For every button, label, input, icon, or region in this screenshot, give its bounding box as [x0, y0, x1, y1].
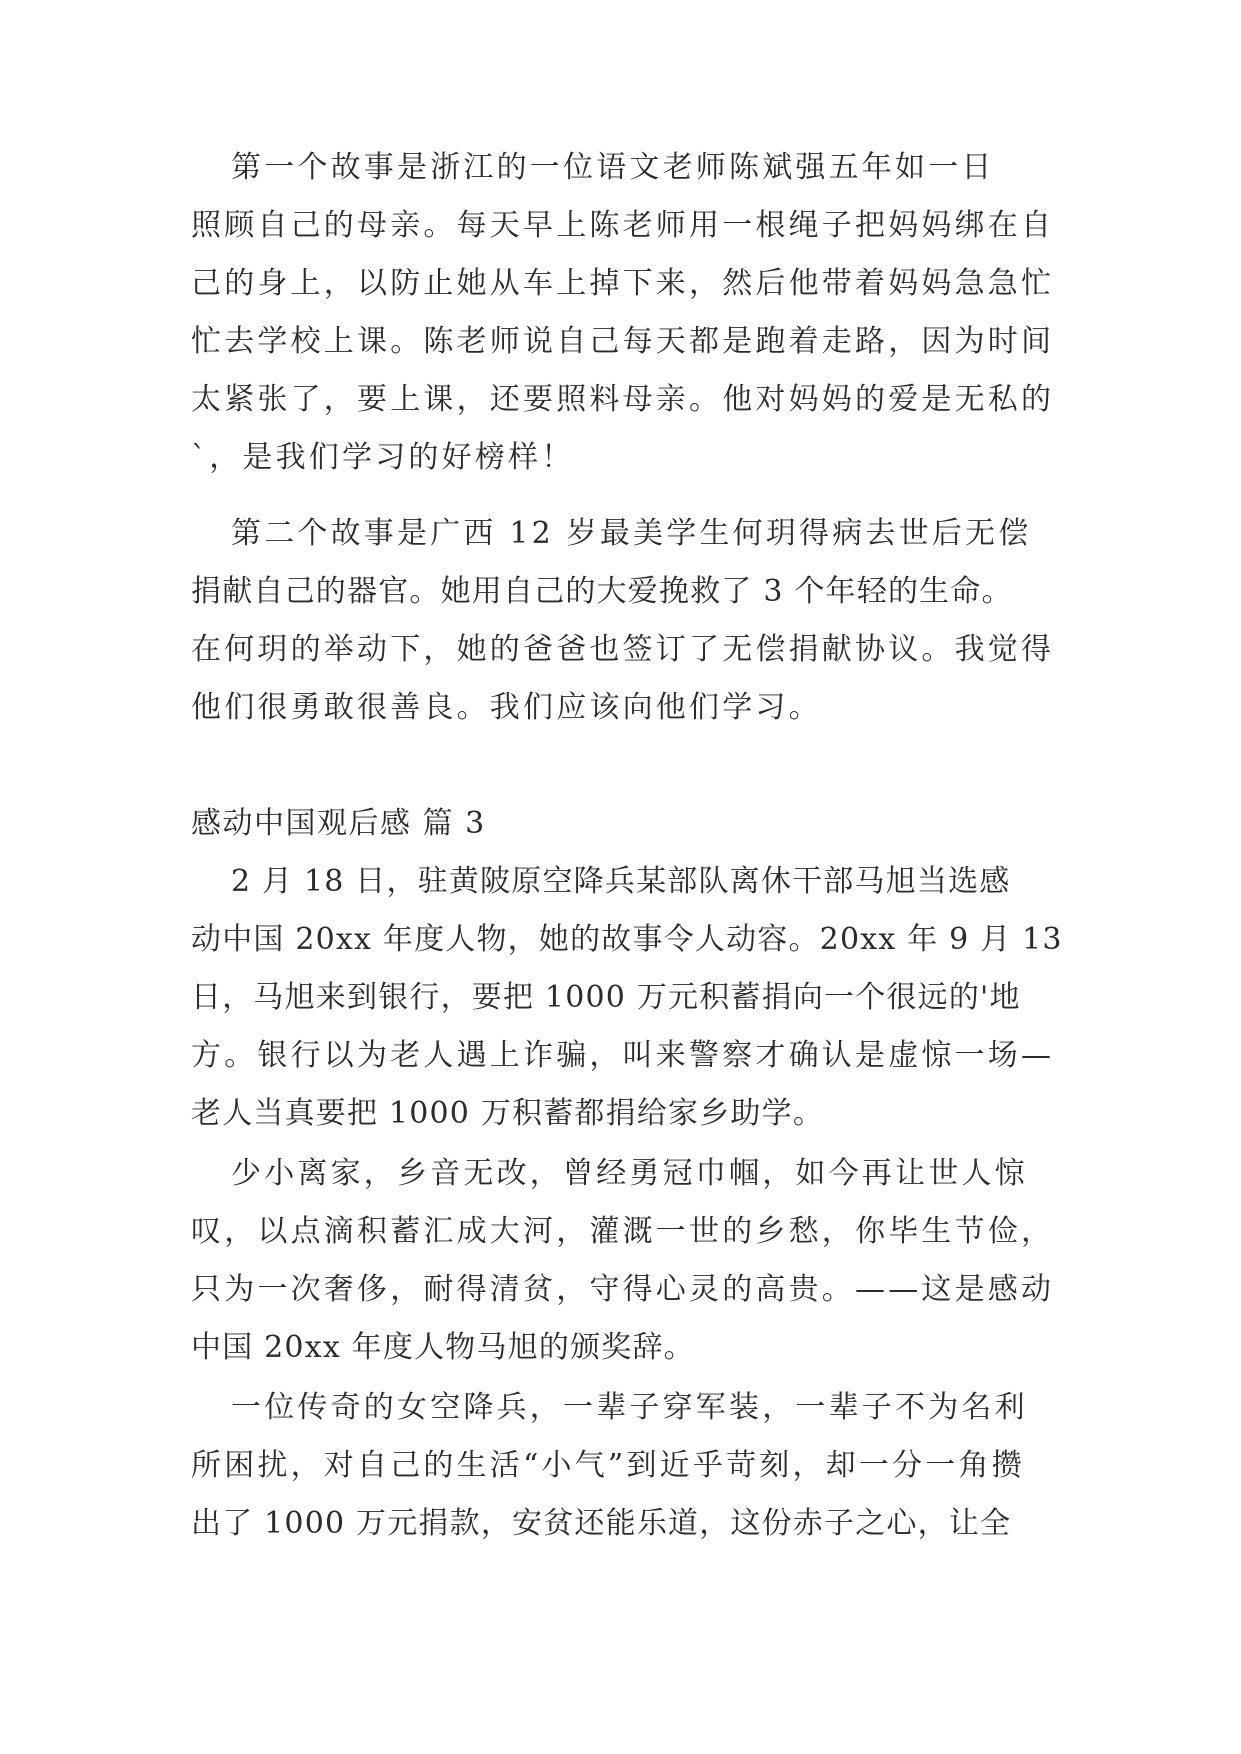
- para4-line-2: 叹，以点滴积蓄汇成大河，灌溉一世的乡愁，你毕生节俭，: [191, 1214, 1055, 1249]
- para4-line-1: 少小离家，乡音无改，曾经勇冠巾帼，如今再让世人惊: [231, 1156, 1028, 1191]
- story2-line-1: 第二个故事是广西 12 岁最美学生何玥得病去世后无偿: [231, 516, 1032, 551]
- story2-line-2: 捐献自己的器官。她用自己的大爱挽救了 3 个年轻的生命。: [191, 574, 1013, 609]
- para3-line-3: 日，马旭来到银行，要把 1000 万元积蓄捐向一个很远的'地: [191, 980, 1021, 1015]
- para4-line-3: 只为一次奢侈，耐得清贫，守得心灵的高贵。——这是感动: [191, 1272, 1055, 1307]
- story1-line-4: 忙去学校上课。陈老师说自己每天都是跑着走路，因为时间: [191, 324, 1055, 359]
- para3-line-1: 2 月 18 日，驻黄陂原空降兵某部队离休干部马旭当选感: [231, 864, 1011, 899]
- story1-line-6: `，是我们学习的好榜样！: [191, 440, 575, 475]
- story2-line-3: 在何玥的举动下，她的爸爸也签订了无偿捐献协议。我觉得: [191, 632, 1055, 667]
- para5-line-1: 一位传奇的女空降兵，一辈子穿军装，一辈子不为名利: [231, 1390, 1028, 1425]
- story1-line-5: 太紧张了，要上课，还要照料母亲。他对妈妈的爱是无私的: [191, 382, 1055, 417]
- para3-line-5: 老人当真要把 1000 万积蓄都捐给家乡助学。: [191, 1096, 825, 1131]
- section-heading: 感动中国观后感 篇 3: [191, 806, 486, 841]
- para5-line-3: 出了 1000 万元捐款，安贫还能乐道，这份赤子之心，让全: [191, 1506, 1012, 1541]
- story2-line-4: 他们很勇敢很善良。我们应该向他们学习。: [191, 690, 822, 725]
- para5-line-2: 所困扰，对自己的生活“小气”到近乎苛刻，却一分一角攒: [191, 1448, 1025, 1483]
- story1-line-3: 己的身上，以防止她从车上掉下来，然后他带着妈妈急急忙: [191, 266, 1055, 301]
- para3-line-2: 动中国 20xx 年度人物，她的故事令人动容。20xx 年 9 月 13: [191, 922, 1063, 957]
- para3-line-4: 方。银行以为老人遇上诈骗，叫来警察才确认是虚惊一场—: [191, 1038, 1055, 1073]
- story1-line-2: 照顾自己的母亲。每天早上陈老师用一根绳子把妈妈绑在自: [191, 208, 1055, 243]
- story1-line-1: 第一个故事是浙江的一位语文老师陈斌强五年如一日: [231, 150, 995, 185]
- para4-line-4: 中国 20xx 年度人物马旭的颁奖辞。: [191, 1330, 695, 1365]
